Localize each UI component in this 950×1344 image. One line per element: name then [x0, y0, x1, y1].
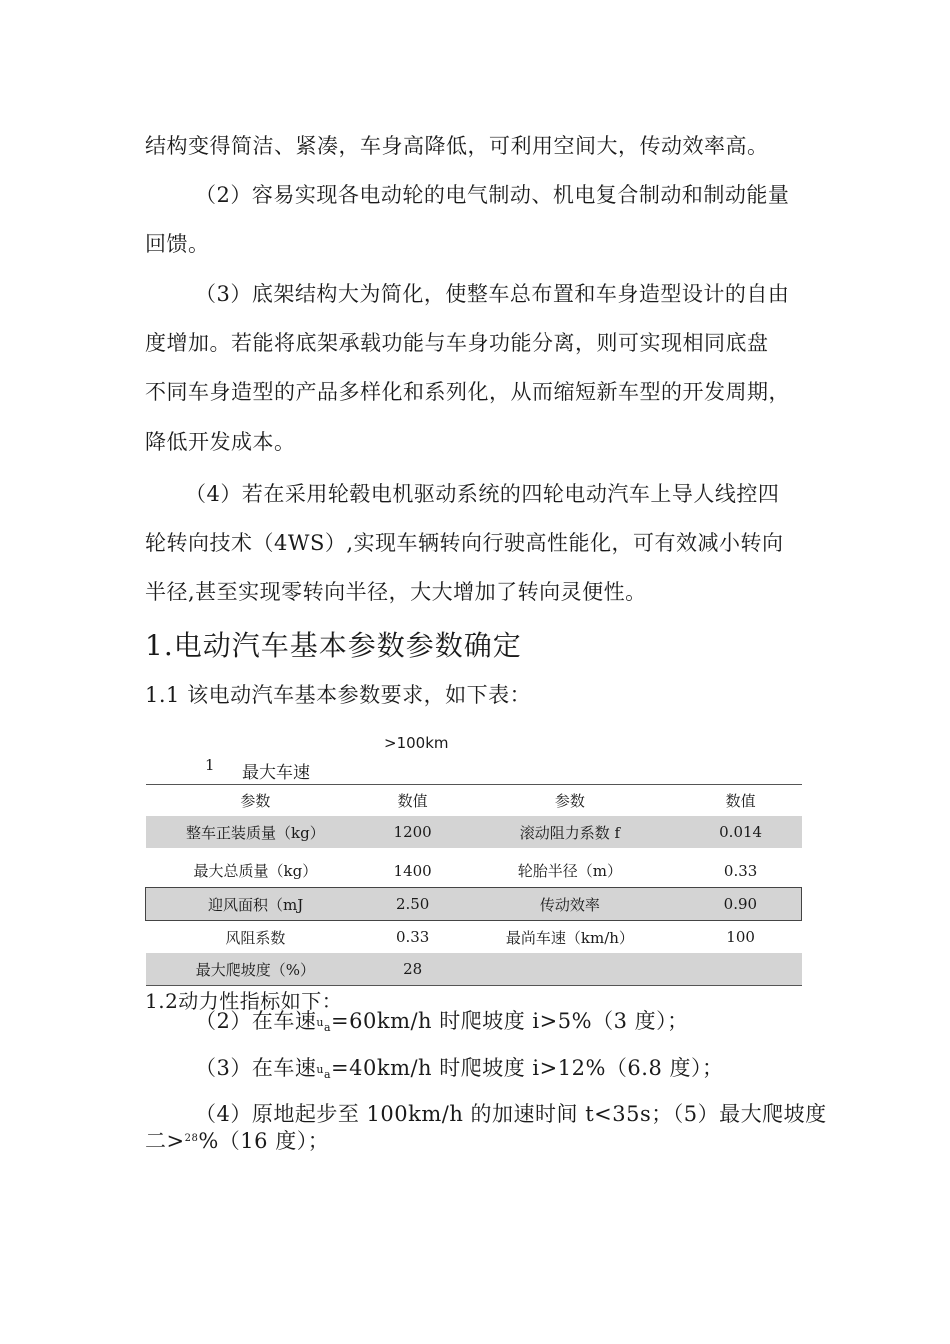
table-cell: 最尚车速（km/h）	[505, 928, 634, 947]
text-line: （3）底架结构大为简化，使整车总布置和车身造型设计的自由	[195, 282, 790, 306]
table-row	[146, 921, 802, 954]
text: （3）在车速	[195, 1056, 317, 1080]
table-cell: 迎风面积（mJ	[146, 888, 366, 921]
table-cell: 0.014	[680, 816, 802, 848]
text-line: 半径,甚至实现零转向半径，大大增加了转向灵便性。	[145, 580, 647, 604]
dynamics-item-2	[195, 997, 855, 1049]
text: 二>	[145, 1129, 185, 1153]
table-cell: 1200	[365, 816, 460, 848]
table-cell: 整车正装质量（kg）	[146, 816, 366, 848]
text: =60km/h 时爬坡度 i>5%（3 度）；	[331, 1009, 689, 1033]
velocity-symbol: u	[316, 1016, 324, 1029]
table-cell: 0.33	[723, 861, 758, 880]
text: =40km/h 时爬坡度 i>12%（6.8 度）；	[331, 1056, 724, 1080]
text-line: 轮转向技术（4WS）,实现车辆转向行驶高性能化，可有效减小转向	[145, 531, 784, 555]
text-line: 回馈。	[145, 232, 210, 256]
table-cell	[680, 953, 802, 986]
table-cell: 0.90	[680, 888, 802, 921]
table-cell: 风阻系数	[225, 928, 286, 947]
table-cell: 28	[365, 953, 460, 986]
parameters-table	[145, 784, 802, 986]
header-value: 数值	[725, 792, 756, 810]
table-cell: 1400	[393, 861, 432, 880]
dynamics-heading: 1.2动力性指标如下：	[145, 989, 343, 1013]
text-line: 降低开发成本。	[145, 430, 296, 454]
table-cell: 传动效率	[460, 888, 680, 921]
table-row	[146, 848, 802, 888]
superscript: 28	[184, 1133, 199, 1144]
header-param: 参数	[240, 792, 271, 810]
table-cell: 轮胎半径（m）	[517, 862, 622, 880]
dynamics-item-4: （4）原地起步至 100km/h 的加速时间 t<35s；（5）最大爬坡度	[195, 1102, 827, 1126]
table-row	[146, 888, 802, 921]
table-row	[146, 953, 802, 986]
subscript: a	[323, 1021, 332, 1034]
row-number: 1	[205, 756, 215, 774]
subscript: a	[323, 1068, 332, 1081]
text-line: （2）容易实现各电动轮的电气制动、机电复合制动和制动能量	[195, 183, 790, 207]
text-line: 度增加。若能将底架承载功能与车身功能分离，则可实现相同底盘	[145, 331, 769, 355]
text-line: （4）若在采用轮毂电机驱动系统的四轮电动汽车上导人线控四	[185, 482, 780, 506]
max-speed-label: 最大车速	[242, 763, 310, 783]
table-cell: 滚动阻力系数 f	[460, 816, 680, 848]
speed-value: >100km	[384, 734, 449, 752]
table-cell: 最大爬坡度（%）	[146, 953, 366, 986]
table-header-row	[146, 785, 802, 817]
subsection-heading: 1.1 该电动汽车基本参数要求，如下表：	[145, 683, 532, 707]
table-row	[146, 816, 802, 848]
text-line: 不同车身造型的产品多样化和系列化，从而缩短新车型的开发周期，	[145, 380, 790, 404]
header-param: 参数	[554, 792, 585, 810]
table-cell	[460, 953, 680, 986]
table-cell: 最大总质量（kg）	[193, 862, 318, 880]
text-line: 结构变得简洁、紧凑，车身高降低，可利用空间大，传动效率高。	[145, 134, 769, 158]
dynamics-item-5	[145, 1117, 805, 1170]
dynamics-item-3	[195, 1044, 855, 1096]
table-cell: 100	[726, 928, 755, 946]
table-cell: 0.33	[395, 928, 430, 946]
table-cell: 2.50	[365, 888, 460, 921]
velocity-symbol: u	[316, 1063, 324, 1076]
header-value: 数值	[397, 792, 428, 810]
text: %（16 度）；	[198, 1129, 330, 1153]
text: （2）在车速	[195, 1009, 317, 1033]
section-heading: 1.电动汽车基本参数参数确定	[145, 629, 522, 662]
